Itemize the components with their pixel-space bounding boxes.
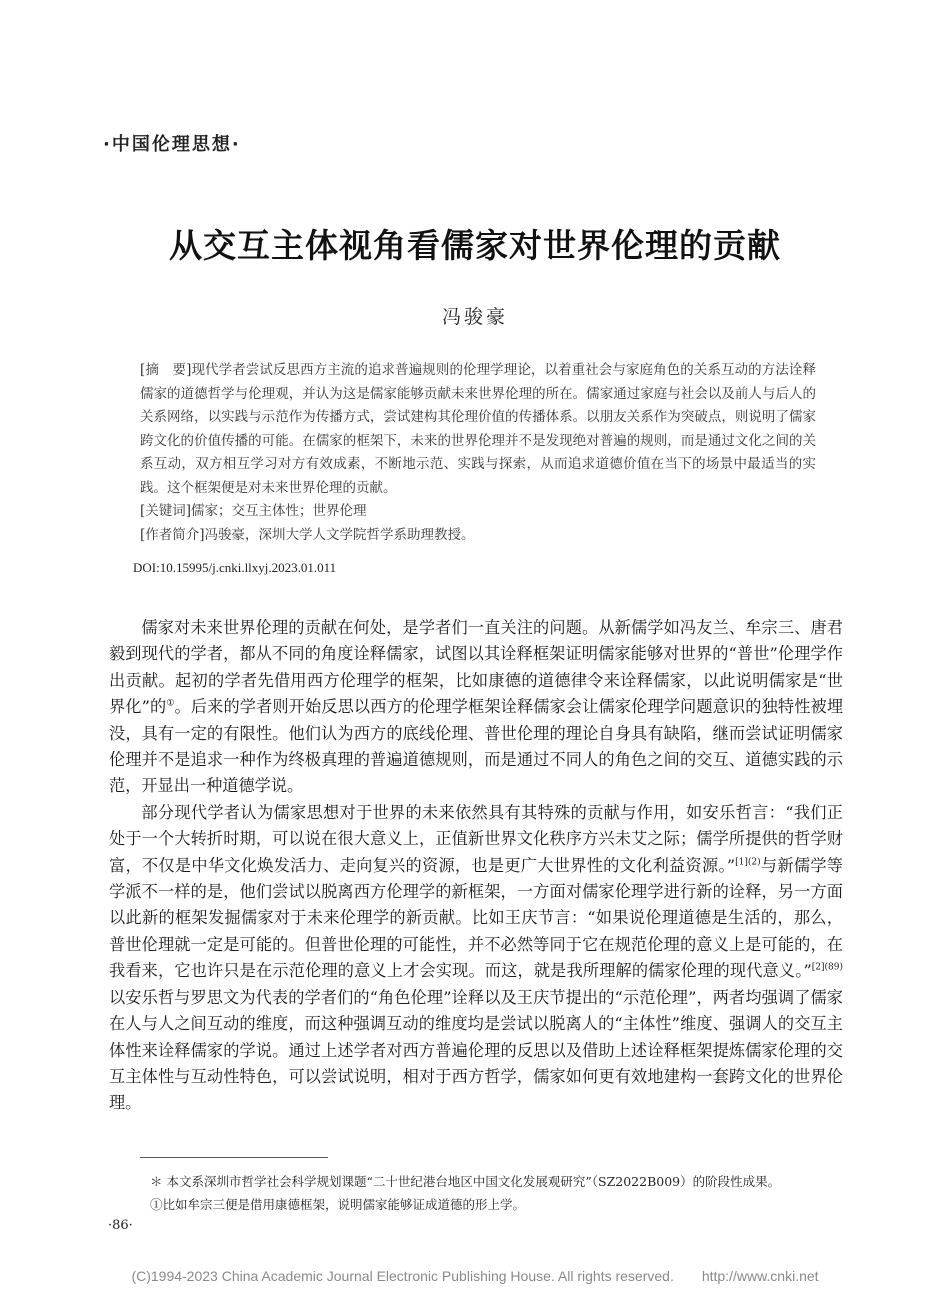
author-intro (140, 524, 816, 548)
paragraph-2-part-c: 以安乐哲与罗思文为代表的学者们的“角色伦理”诠释以及王庆节提出的“示范伦理”，两者均强调了儒家在人与人之间互动的维度，而这种强调互动的维度均是尝试以脱离人的“主体性”维度、强调人的交互主体性来诠释儒家的学说。通过上述学者对西方普遍伦理的反思以及借助上述诠释框架提炼儒家伦理的交互主体性与互动性特色，可以尝试说明，相对于西方哲学，儒家如何更有效地建构一套跨文化的世界伦理。 (109, 987, 843, 1113)
footnote-1: ①比如牟宗三便是借用康德框架，说明儒家能够证成道德的形上学。 (150, 1197, 526, 1212)
author-intro-label: [作者简介] (140, 526, 205, 543)
footnotes (150, 1170, 850, 1216)
abstract (140, 359, 816, 500)
abstract-text: 现代学者尝试反思西方主流的追求普遍规则的伦理学理论，以着重社会与家庭角色的关系互动的方法诠释儒家的道德哲学与伦理观，并认为这是儒家能够贡献未来世界伦理的所在。儒家通过家庭与社会以及前人与后人的关系网络，以实践与示范作为传播方式，尝试建构其伦理价值的传播体系。以朋友关系作为突破点，则说明了儒家跨文化的价值传播的可能。在儒家的框架下，未来的世界伦理并不是发现绝对普遍的规则，而是通过文化之间的关系互动，双方相互学习对方有效成素，不断地示范、实践与探索，从而追求道德价值在当下的场景中最适当的实践。这个框架便是对未来世界伦理的贡献。 (140, 362, 816, 496)
paragraph-1-part-b: 。后来的学者则开始反思以西方的伦理学框架诠释儒家会让儒家伦理学问题意识的独特性被埋没，具有一定的有限性。他们认为西方的底线伦理、普世伦理的理论自身具有缺陷，继而尝试证明儒家伦理并不是追求一种作为终极真理的普遍道德规则，而是通过不同人的角色之间的交互、道德实践的示范，开显出一种道德学说。 (109, 697, 844, 796)
footnote-fund: ＊ 本文系深圳市哲学社会科学规划课题“二十世纪港台地区中国文化发展观研究”（SZ2022B009）的阶段性成果。 (150, 1174, 781, 1189)
keywords-label: [关键词] (140, 503, 192, 519)
keywords (140, 500, 816, 524)
citation-1: [1](2) (735, 857, 761, 868)
paragraph-1 (109, 615, 843, 800)
abstract-block (140, 359, 816, 547)
article-title: 从交互主体视角看儒家对世界伦理的贡献 (169, 226, 781, 265)
footnote-ref-1: ① (166, 698, 175, 709)
page-number: ·86· (108, 1218, 133, 1233)
abstract-label: [摘 要] (140, 362, 192, 378)
body-text (109, 615, 843, 1117)
doi: DOI:10.15995/j.cnki.llxyj.2023.01.011 (133, 560, 337, 575)
paragraph-1-part-a: 儒家对未来世界伦理的贡献在何处，是学者们一直关注的问题。从新儒学如冯友兰、牟宗三、唐君毅到现代的学者，都从不同的角度诠释儒家，试图以其诠释框架证明儒家能够对世界的“普世”伦理学作出贡献。起初的学者先借用西方伦理学的框架，比如康德的道德律令来诠释儒家，以此说明儒家是“世界化”的 (109, 618, 843, 717)
author-intro-text: 冯骏豪，深圳大学人文学院哲学系助理教授。 (204, 526, 475, 543)
footnote-divider (140, 1157, 328, 1158)
copyright-notice: (C)1994-2023 China Academic Journal Electronic Publishing House. All rights reserved. http://www.cnki.net (131, 1268, 819, 1284)
section-label: ·中国伦理思想· (103, 134, 241, 155)
citation-2: [2](89) (811, 962, 843, 973)
keywords-text: 儒家；交互主体性；世界伦理 (191, 503, 367, 519)
paragraph-2-part-a: 部分现代学者认为儒家思想对于世界的未来依然具有其特殊的贡献与作用，如安乐哲言：“我们正处于一个大转折时期，可以说在很大意义上，正值新世界文化秩序方兴未艾之际；儒学所提供的哲学财富，不仅是中华文化焕发活力、走向复兴的资源，也是更广大世界性的文化利益资源。” (109, 802, 843, 875)
paragraph-2 (109, 800, 843, 1117)
paragraph-2-part-b: 与新儒学等学派不一样的是，他们尝试以脱离西方伦理学的新框架，一方面对儒家伦理学进行新的诠释，另一方面以此新的框架发掘儒家对于未来伦理学的新贡献。比如王庆节言：“如果说伦理道德是生活的，那么，普世伦理就一定是可能的。但普世伦理的可能性，并不必然等同于它在规范伦理的意义上是可能的，在我看来，它也许只是在示范伦理的意义上才会实现。而这，就是我所理解的儒家伦理的现代意义。” (109, 855, 843, 981)
author-name: 冯骏豪 (441, 306, 508, 328)
